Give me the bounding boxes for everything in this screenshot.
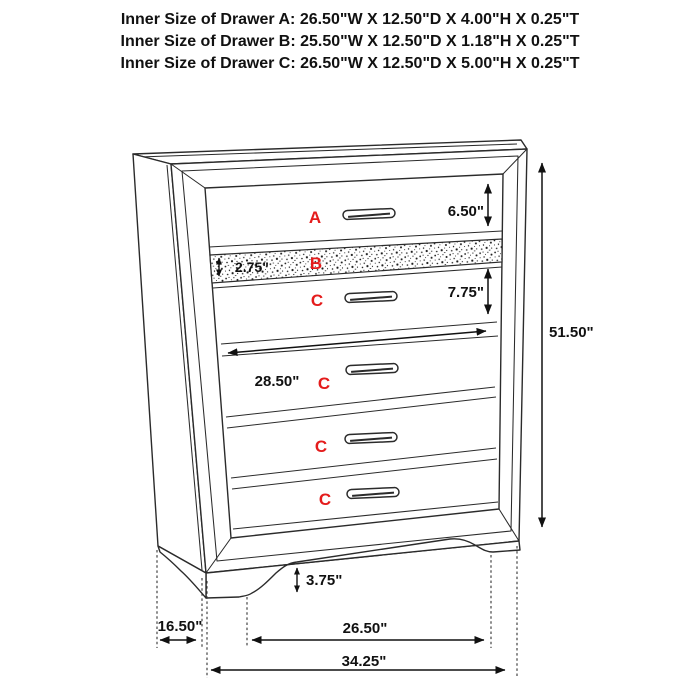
dim-overall-width: 34.25" (341, 653, 387, 670)
dim-chest-height: 51.50" (549, 324, 594, 341)
drawer-c1-label: C (310, 291, 324, 310)
dim-foot-height: 3.75" (306, 572, 343, 589)
drawer-c3-handle (345, 432, 397, 443)
header-line-drawer-b: Inner Size of Drawer B: 25.50"W X 12.50"D X 1.18"H X 0.25"T (120, 33, 580, 50)
drawer-a-label: A (308, 208, 322, 227)
dim-drawer-b-height: 2.75" (235, 259, 269, 275)
dim-drawer-inner-width: 28.50" (254, 373, 300, 390)
drawer-c2-label: C (317, 374, 331, 393)
drawer-c4-handle (347, 487, 399, 498)
drawer-c1-handle (345, 291, 397, 302)
drawer-c2-handle (346, 363, 398, 374)
dim-depth: 16.50" (157, 618, 203, 635)
dim-drawer-c-height: 7.75" (447, 284, 484, 301)
dim-drawer-a-height: 6.50" (447, 203, 484, 220)
header-line-drawer-c: Inner Size of Drawer C: 26.50"W X 12.50"D X 5.00"H X 0.25"T (120, 55, 580, 72)
drawer-c4-label: C (318, 490, 332, 509)
drawer-a-handle (343, 208, 395, 219)
drawer-b-label: B (309, 254, 323, 273)
drawer-c3-label: C (314, 437, 328, 456)
drawer-opening-frame (205, 174, 503, 538)
header-line-drawer-a: Inner Size of Drawer A: 26.50"W X 12.50"D X 4.00"H X 0.25"T (120, 11, 580, 28)
dim-between-legs: 26.50" (342, 620, 388, 637)
